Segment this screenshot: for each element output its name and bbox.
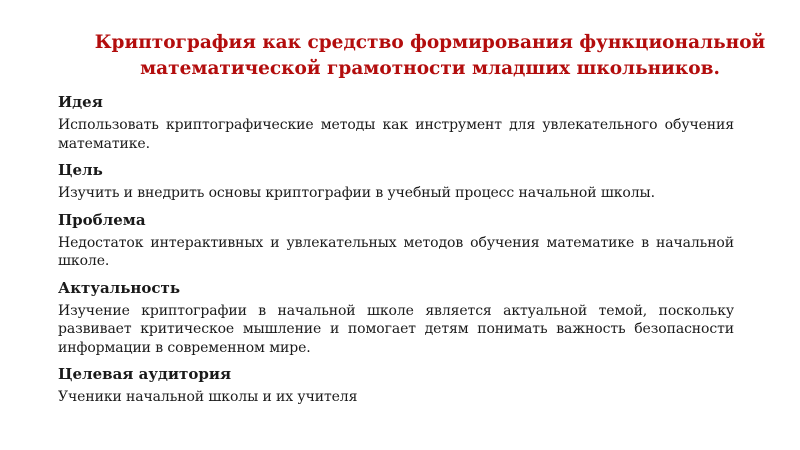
section-heading-relevance: Актуальность (58, 278, 181, 297)
slide-title (60, 30, 800, 82)
section-problem (58, 210, 734, 271)
slide-content (58, 92, 734, 414)
section-text-problem: Недостаток интерактивных и увлекательных методов обучения математике в начальной школе. (58, 234, 734, 269)
section-text-audience: Ученики начальной школы и их учителя (58, 389, 358, 405)
section-idea (58, 92, 734, 153)
slide-title-line-1: Криптография как средство формирования функциональной (94, 32, 766, 53)
section-relevance (58, 278, 734, 358)
section-text-goal: Изучить и внедрить основы криптографии в учебный процесс начальной школы. (58, 185, 655, 201)
section-text-idea: Использовать криптографические методы как инструмент для увлекательного обучения математике. (58, 117, 734, 152)
slide-title-line-2: математической грамотности младших школьников. (140, 58, 720, 79)
section-heading-audience: Целевая аудитория (58, 365, 232, 383)
section-goal (58, 160, 734, 203)
section-heading-goal: Цель (58, 161, 103, 179)
section-heading-idea: Идея (58, 93, 103, 111)
section-heading-problem: Проблема (58, 210, 146, 229)
section-text-relevance: Изучение криптографии в начальной школе является актуальной темой, поскольку развивает критическое мышление и помогает детям понимать важность безопасности информации в современном мире. (58, 302, 734, 356)
section-audience (58, 364, 734, 407)
